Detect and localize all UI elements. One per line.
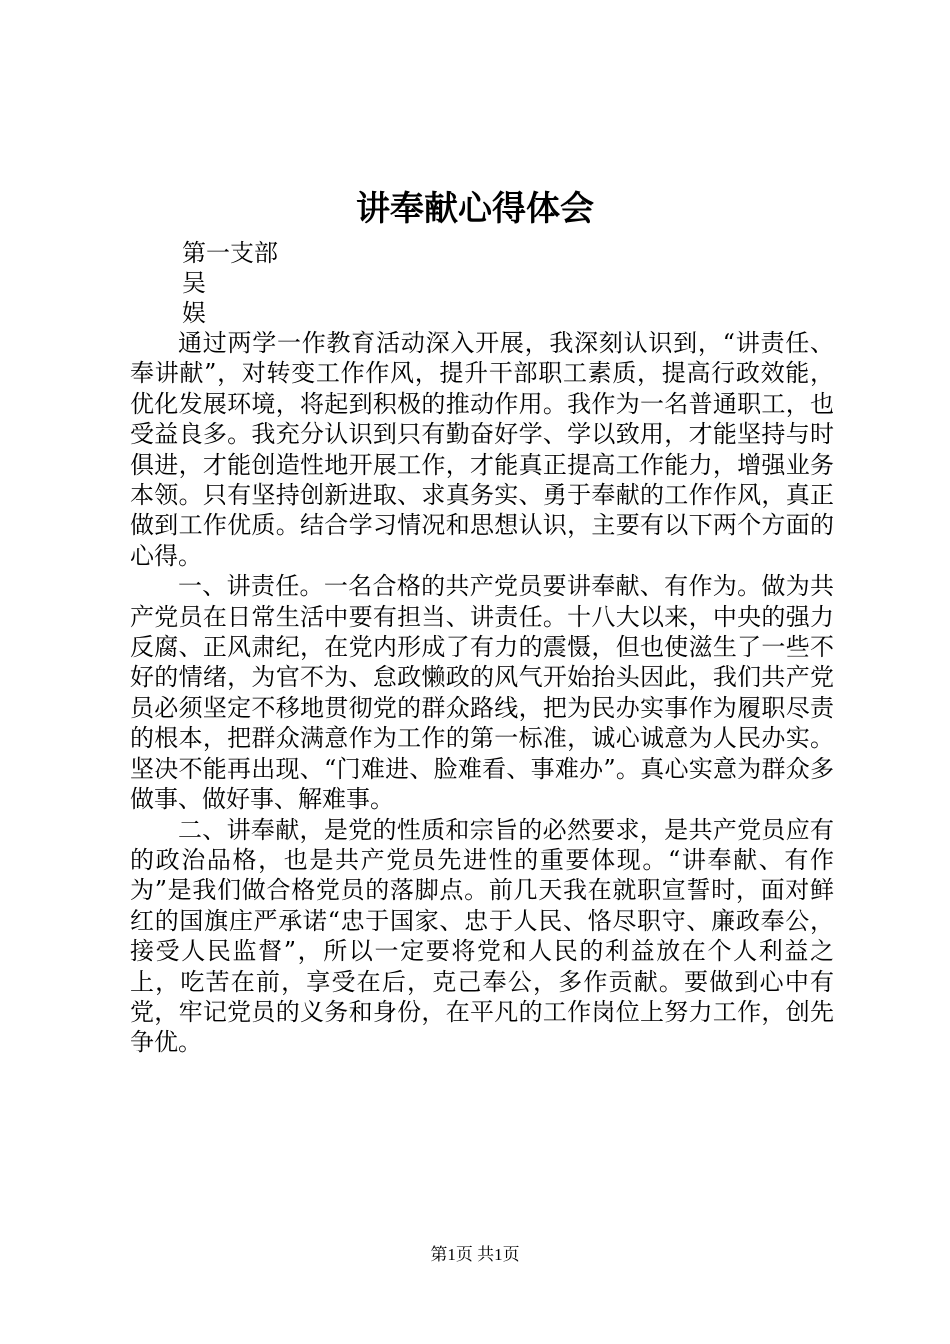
document-title: 讲奉献心得体会 [356,189,594,229]
department-line: 第一支部 [182,239,278,267]
responsibility-paragraph: 一、讲责任。一名合格的共产党员要讲奉献、有作为。做为共产党员在日常生活中要有担当、讲责任。十八大以来，中央的强力反腐、正风肃纪，在党内形成了有力的震慑，但也使滋生了一些不好的情绪，为官不为、怠政懒政的风气开始抬头因此，我们共产党员必须坚定不移地贯彻党的群众路线，把为民办实事作为履职尽责的根本，把群众满意作为工作的第一标准，诚心诚意为人民办实。坚决不能再出现、“门难进、脸难看、事难办”。真心实意为群众多做事、做好事、解难事。 [130,572,834,814]
dedication-paragraph: 二、讲奉献，是党的性质和宗旨的必然要求，是共产党员应有的政治品格，也是共产党员先进性的重要体现。“讲奉献、有作为”是我们做合格党员的落脚点。前几天我在就职宣誓时，面对鲜红的国旗庄严承诺“忠于国家、忠于人民、恪尽职守、廉政奉公，接受人民监督”，所以一定要将党和人民的利益放在个人利益之上，吃苦在前，享受在后，克己奉公，多作贡献。要做到心中有党，牢记党员的义务和身份，在平凡的工作岗位上努力工作，创先争优。 [130,815,834,1057]
author-line-2: 娱 [182,299,206,327]
intro-paragraph: 通过两学一作教育活动深入开展，我深刻认识到，“讲责任、奉讲献”，对转变工作作风，提升干部职工素质，提高行政效能，优化发展环境，将起到积极的推动作用。我作为一名普通职工，也受益良多。我充分认识到只有勤奋好学、学以致用，才能坚持与时俱进，才能创造性地开展工作，才能真正提高工作能力，增强业务本领。只有坚持创新进取、求真务实、勇于奉献的工作作风，真正做到工作优质。结合学习情况和思想认识，主要有以下两个方面的心得。 [130,329,834,570]
document-body [130,328,834,1058]
page-footer: 第1页 共1页 [430,1245,520,1264]
author-line-1: 吴 [182,269,206,297]
